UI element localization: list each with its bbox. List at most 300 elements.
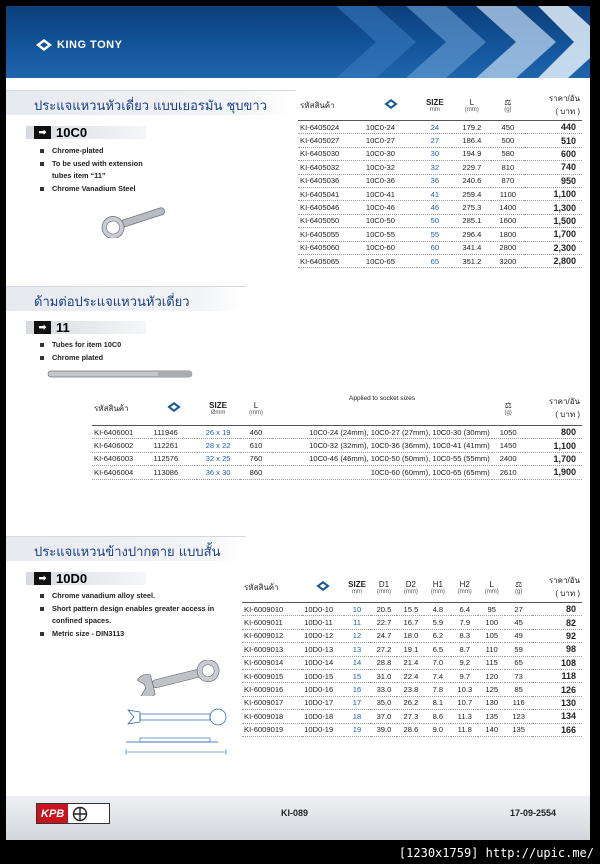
cell-code: KI-6009017: [242, 696, 302, 709]
king-tony-diamond-icon: [316, 581, 330, 591]
h2-header: H2: [459, 579, 470, 589]
cell-item: 10D0-13: [302, 643, 343, 656]
table-row: [242, 683, 582, 696]
cell-size: 30: [417, 147, 452, 160]
length-header: L: [253, 400, 259, 410]
section3-code: [34, 571, 87, 586]
section2-title-bar: [6, 286, 246, 311]
length-unit: (mm): [248, 409, 263, 416]
cell-code: KI-6009015: [242, 669, 302, 682]
cell-item: 10D0-17: [302, 696, 343, 709]
cell-weight: 500: [491, 134, 524, 147]
cell-d2: 18.0: [397, 629, 424, 642]
cell-price: 130: [532, 696, 582, 709]
cell-weight: 123: [505, 710, 532, 723]
cell-price: 2,800: [524, 254, 582, 267]
cell-h1: 4.8: [424, 603, 451, 616]
cell-weight: 49: [505, 629, 532, 642]
cell-code: KI-6406001: [92, 426, 151, 439]
table-row: [298, 214, 582, 227]
cell-item: 113086: [151, 466, 196, 479]
bullet-item: tubes item “11”: [52, 171, 106, 180]
cell-h2: 7.9: [451, 616, 478, 629]
cell-weight: 2400: [492, 452, 525, 465]
h1-header: H1: [432, 579, 443, 589]
cell-weight: 65: [505, 656, 532, 669]
size-unit: Ømm: [210, 409, 226, 416]
cell-weight: 450: [491, 121, 524, 134]
cell-size: 19: [344, 723, 371, 736]
weight-unit: (g): [504, 106, 512, 113]
d2-unit: (mm): [403, 588, 418, 595]
cell-price: 134: [532, 710, 582, 723]
cell-weight: 1050: [492, 426, 525, 439]
size-header: SIZE: [209, 400, 227, 410]
scale-icon: ⚖: [504, 97, 512, 107]
cell-price: 1,300: [524, 201, 582, 214]
length-unit: (mm): [484, 588, 499, 595]
cell-h1: 7.4: [424, 669, 451, 682]
size-header: SIZE: [425, 97, 444, 107]
cell-price: 98: [532, 643, 582, 656]
cell-weight: 1600: [491, 214, 524, 227]
section1-code-text: 10C0: [56, 125, 88, 140]
section3-title-bar: [6, 536, 246, 561]
cell-h2: 6.4: [451, 603, 478, 616]
cell-length: 610: [240, 439, 273, 452]
col-size: [197, 391, 240, 426]
catalog-page: [6, 6, 590, 840]
cell-code: KI-6406003: [92, 452, 151, 465]
col-h1: [424, 572, 451, 603]
cell-d2: 22.4: [397, 669, 424, 682]
h1-unit: (mm): [430, 588, 445, 595]
weight-unit: (g): [504, 409, 512, 416]
length-unit: (mm): [464, 106, 479, 113]
cell-item: 10D0-10: [302, 603, 343, 616]
table-row: [298, 228, 582, 241]
cell-h2: 11.3: [451, 710, 478, 723]
cell-size: 26 x 19: [197, 426, 240, 439]
cell-length: 100: [478, 616, 505, 629]
section3-table-body: [242, 603, 582, 737]
crosshair-icon: [71, 806, 89, 822]
cell-item: 10C0-41: [364, 187, 418, 200]
cell-code: KI-6009010: [242, 603, 302, 616]
kpb-logo: [36, 803, 110, 824]
table-header-row: [242, 572, 582, 603]
cell-code: KI-6009012: [242, 629, 302, 642]
table-row: [242, 629, 582, 642]
table-row: [242, 696, 582, 709]
bullet-item: Tubes for item 10C0: [40, 339, 121, 352]
price-unit: ( บาท ): [555, 107, 580, 116]
table-row: [298, 161, 582, 174]
cell-weight: 85: [505, 683, 532, 696]
cell-h2: 10.7: [451, 696, 478, 709]
cell-size: 17: [344, 696, 371, 709]
cell-code: KI-6405027: [298, 134, 364, 147]
cell-weight: 2800: [491, 241, 524, 254]
table-row: [242, 656, 582, 669]
cell-d2: 23.8: [397, 683, 424, 696]
cell-price: 1,700: [525, 452, 582, 465]
cell-size: 14: [344, 656, 371, 669]
cell-size: 41: [417, 187, 452, 200]
cell-weight: 1100: [491, 187, 524, 200]
cell-length: 95: [478, 603, 505, 616]
cell-item: 10C0-65: [364, 254, 418, 267]
cell-d1: 24.7: [371, 629, 398, 642]
chevron-arrows-decoration: [306, 6, 590, 78]
cell-price: 510: [524, 134, 582, 147]
king-tony-diamond-icon: [384, 99, 398, 109]
cell-price: 108: [532, 656, 582, 669]
cell-size: 36: [417, 174, 452, 187]
cell-item: 10D0-15: [302, 669, 343, 682]
table-row: [298, 241, 582, 254]
cell-h1: 8.6: [424, 710, 451, 723]
cell-code: KI-6009019: [242, 723, 302, 736]
cell-weight: 870: [491, 174, 524, 187]
cell-d2: 26.2: [397, 696, 424, 709]
col-code: รหัสสินค้า: [298, 90, 364, 121]
table-row: [242, 710, 582, 723]
price-header: ราคา/อัน: [548, 397, 580, 406]
cell-code: KI-6405055: [298, 228, 364, 241]
section2-title: ด้ามต่อประแจแหวนหัวเดี่ยว: [34, 295, 190, 310]
cell-code: KI-6405065: [298, 254, 364, 267]
section1-table-body: [298, 121, 582, 268]
cell-size: 24: [417, 121, 452, 134]
cell-length: 341.4: [452, 241, 491, 254]
table-row: [242, 603, 582, 616]
col-weight: [492, 391, 525, 426]
cell-item: 10D0-11: [302, 616, 343, 629]
cell-price: 1,100: [525, 439, 582, 452]
cell-item: 112261: [151, 439, 196, 452]
table-row: [298, 134, 582, 147]
cell-price: 800: [525, 426, 582, 439]
price-header: ราคา/อัน: [548, 94, 580, 103]
cell-h2: 10.3: [451, 683, 478, 696]
bullet-item: Chrome Vanadium Steel: [40, 183, 143, 196]
cell-length: 240.6: [452, 174, 491, 187]
cell-h2: 8.7: [451, 643, 478, 656]
cell-length: 186.4: [452, 134, 491, 147]
cell-length: 105: [478, 629, 505, 642]
cell-price: 80: [532, 603, 582, 616]
cell-length: 194.9: [452, 147, 491, 160]
scale-icon: ⚖: [515, 579, 523, 589]
col-size: [417, 90, 452, 121]
kpb-logo-text: KPB: [37, 804, 68, 823]
cell-code: KI-6009011: [242, 616, 302, 629]
cell-item: 10C0-32: [364, 161, 418, 174]
cell-d2: 27.3: [397, 710, 424, 723]
cell-length: 229.7: [452, 161, 491, 174]
h2-unit: (mm): [457, 588, 472, 595]
cell-size: 12: [344, 629, 371, 642]
arrow-right-icon: ➡: [34, 126, 51, 139]
cell-length: 259.4: [452, 187, 491, 200]
col-weight: [505, 572, 532, 603]
cell-weight: 580: [491, 147, 524, 160]
table-row: [298, 201, 582, 214]
cell-item: 10D0-16: [302, 683, 343, 696]
ring-wrench-10c0-image: [98, 204, 168, 238]
cell-d1: 31.0: [371, 669, 398, 682]
col-size: [344, 572, 371, 603]
table-header-row: [298, 90, 582, 121]
cell-code: KI-6405060: [298, 241, 364, 254]
bullet-item: Short pattern design enables greater access in: [40, 603, 214, 616]
cell-h1: 6.2: [424, 629, 451, 642]
cell-item: 10D0-18: [302, 710, 343, 723]
col-price: [532, 572, 582, 603]
cell-d1: 35.0: [371, 696, 398, 709]
cell-price: 126: [532, 683, 582, 696]
cell-h2: 8.3: [451, 629, 478, 642]
cell-d1: 39.0: [371, 723, 398, 736]
cell-length: 140: [478, 723, 505, 736]
cell-size: 13: [344, 643, 371, 656]
table-header-row: [92, 391, 582, 426]
combination-wrench-10d0-image: [134, 660, 224, 696]
cell-size: 18: [344, 710, 371, 723]
cell-length: 860: [240, 466, 273, 479]
table-row: [298, 147, 582, 160]
extension-tube-image: [46, 368, 196, 380]
cell-size: 10: [344, 603, 371, 616]
king-tony-diamond-icon: [167, 402, 181, 412]
col-kingtony: [302, 572, 343, 603]
arrow-right-icon: ➡: [34, 321, 51, 334]
cell-applied: 10C0-60 (60mm), 10C0-65 (65mm): [272, 466, 491, 479]
cell-weight: 3200: [491, 254, 524, 267]
cell-code: KI-6405024: [298, 121, 364, 134]
cell-length: 285.1: [452, 214, 491, 227]
section3-price-table: [242, 572, 582, 737]
cell-length: 351.2: [452, 254, 491, 267]
col-d2: [397, 572, 424, 603]
col-length: [240, 391, 273, 426]
page-date: 17-09-2554: [510, 808, 557, 818]
d2-header: D2: [405, 579, 417, 589]
cell-price: 1,900: [525, 466, 582, 479]
cell-h1: 8.1: [424, 696, 451, 709]
cell-size: 27: [417, 134, 452, 147]
cell-item: 10C0-46: [364, 201, 418, 214]
cell-h2: 9.7: [451, 669, 478, 682]
section1-bullets: [40, 145, 143, 195]
price-header: ราคา/อัน: [548, 576, 580, 585]
cell-code: KI-6405050: [298, 214, 364, 227]
cell-item: 10C0-55: [364, 228, 418, 241]
col-length: [478, 572, 505, 603]
table-row: [92, 426, 582, 439]
cell-d1: 20.5: [371, 603, 398, 616]
cell-code: KI-6405036: [298, 174, 364, 187]
cell-weight: 810: [491, 161, 524, 174]
cell-price: 440: [524, 121, 582, 134]
section3-bullets: [40, 590, 214, 640]
cell-item: 10C0-24: [364, 121, 418, 134]
section2-table-body: [92, 426, 582, 480]
section1-title: ประแจแหวนหัวเดี่ยว แบบเยอรมัน ชุบขาว: [34, 99, 268, 114]
header-banner: [6, 6, 590, 78]
bullet-item: Chrome-plated: [40, 145, 143, 158]
cell-weight: 2610: [492, 466, 525, 479]
cell-size: 11: [344, 616, 371, 629]
cell-length: 130: [478, 696, 505, 709]
cell-price: 166: [532, 723, 582, 736]
section2-bullets: [40, 339, 121, 364]
section3-code-text: 10D0: [56, 571, 88, 586]
cell-h1: 6.5: [424, 643, 451, 656]
cell-d2: 28.6: [397, 723, 424, 736]
length-header: L: [469, 97, 475, 107]
cell-code: KI-6009013: [242, 643, 302, 656]
cell-size: 15: [344, 669, 371, 682]
col-kingtony: [151, 391, 196, 426]
cell-price: 740: [524, 161, 582, 174]
cell-code: KI-6405041: [298, 187, 364, 200]
cell-item: 10C0-50: [364, 214, 418, 227]
cell-d2: 15.5: [397, 603, 424, 616]
wrench-dimension-diagram: [118, 706, 238, 758]
cell-size: 65: [417, 254, 452, 267]
cell-price: 92: [532, 629, 582, 642]
cell-size: 32 x 25: [197, 452, 240, 465]
col-h2: [451, 572, 478, 603]
cell-length: 110: [478, 643, 505, 656]
scale-icon: ⚖: [504, 400, 512, 410]
cell-item: 10C0-30: [364, 147, 418, 160]
weight-unit: (g): [514, 588, 523, 595]
col-d1: [371, 572, 398, 603]
col-applied: Applied to socket sizes: [272, 391, 491, 426]
cell-weight: 27: [505, 603, 532, 616]
cell-item: 111946: [151, 426, 196, 439]
table-row: [298, 174, 582, 187]
price-unit: ( บาท ): [555, 410, 580, 419]
section1-price-table: [298, 90, 582, 268]
cell-d1: 22.7: [371, 616, 398, 629]
cell-d2: 21.4: [397, 656, 424, 669]
cell-code: KI-6405030: [298, 147, 364, 160]
cell-size: 50: [417, 214, 452, 227]
cell-length: 275.3: [452, 201, 491, 214]
cell-item: 10C0-36: [364, 174, 418, 187]
bullet-item: Metric size - DIN3113: [40, 628, 214, 641]
cell-code: KI-6406004: [92, 466, 151, 479]
bullet-item: confined spaces.: [52, 616, 112, 625]
cell-d1: 28.8: [371, 656, 398, 669]
cell-length: 125: [478, 683, 505, 696]
cell-price: 600: [524, 147, 582, 160]
cell-d1: 33.0: [371, 683, 398, 696]
cell-applied: 10C0-24 (24mm), 10C0-27 (27mm), 10C0-30 (30mm): [272, 426, 491, 439]
table-row: [298, 121, 582, 134]
bullet-item: Chrome plated: [40, 352, 121, 365]
cell-length: 460: [240, 426, 273, 439]
col-length: [452, 90, 491, 121]
cell-size: 46: [417, 201, 452, 214]
cell-item: 10D0-12: [302, 629, 343, 642]
size-header: SIZE: [348, 579, 366, 589]
cell-price: 950: [524, 174, 582, 187]
length-header: L: [489, 579, 494, 589]
size-unit: mm: [352, 588, 363, 595]
cell-weight: 1800: [491, 228, 524, 241]
bullet-item: To be used with extension: [40, 158, 143, 171]
cell-code: KI-6009016: [242, 683, 302, 696]
cell-d1: 27.2: [371, 643, 398, 656]
cell-length: 179.2: [452, 121, 491, 134]
cell-code: KI-6009014: [242, 656, 302, 669]
cell-length: 120: [478, 669, 505, 682]
cell-price: 2,300: [524, 241, 582, 254]
cell-code: KI-6406002: [92, 439, 151, 452]
cell-price: 1,700: [524, 228, 582, 241]
cell-applied: 10C0-32 (32mm), 10C0-36 (36mm), 10C0-41 (41mm): [272, 439, 491, 452]
table-row: [242, 643, 582, 656]
col-code: รหัสสินค้า: [92, 391, 151, 426]
cell-d2: 16.7: [397, 616, 424, 629]
cell-code: KI-6405032: [298, 161, 364, 174]
section2-price-table: [92, 391, 582, 480]
cell-size: 60: [417, 241, 452, 254]
col-price: [525, 391, 582, 426]
cell-weight: 116: [505, 696, 532, 709]
section3-title: ประแจแหวนข้างปากตาย แบบสั้น: [34, 545, 221, 560]
section1-code: [34, 125, 87, 140]
section2-code: [34, 320, 70, 335]
cell-h1: 7.0: [424, 656, 451, 669]
cell-h1: 7.8: [424, 683, 451, 696]
cell-code: KI-6009018: [242, 710, 302, 723]
king-tony-logo: [36, 39, 122, 51]
cell-weight: 135: [505, 723, 532, 736]
cell-d2: 19.1: [397, 643, 424, 656]
cell-weight: 45: [505, 616, 532, 629]
table-row: [298, 187, 582, 200]
cell-size: 32: [417, 161, 452, 174]
cell-h2: 11.8: [451, 723, 478, 736]
bullet-item: Chrome vanadium alloy steel.: [40, 590, 214, 603]
d1-header: D1: [378, 579, 390, 589]
section2-code-text: 11: [56, 320, 70, 335]
cell-price: 1,100: [524, 187, 582, 200]
cell-size: 36 x 30: [197, 466, 240, 479]
table-row: [92, 439, 582, 452]
cell-length: 135: [478, 710, 505, 723]
cell-h2: 9.2: [451, 656, 478, 669]
col-code: รหัสสินค้า: [242, 572, 302, 603]
table-row: [242, 616, 582, 629]
table-row: [242, 723, 582, 736]
col-weight: [491, 90, 524, 121]
cell-code: KI-6405046: [298, 201, 364, 214]
page-number: KI-089: [281, 808, 309, 818]
cell-price: 118: [532, 669, 582, 682]
cell-length: 115: [478, 656, 505, 669]
cell-length: 296.4: [452, 228, 491, 241]
cell-size: 28 x 22: [197, 439, 240, 452]
cell-weight: 73: [505, 669, 532, 682]
image-watermark: [1230x1759] http://upic.me/: [398, 846, 594, 860]
